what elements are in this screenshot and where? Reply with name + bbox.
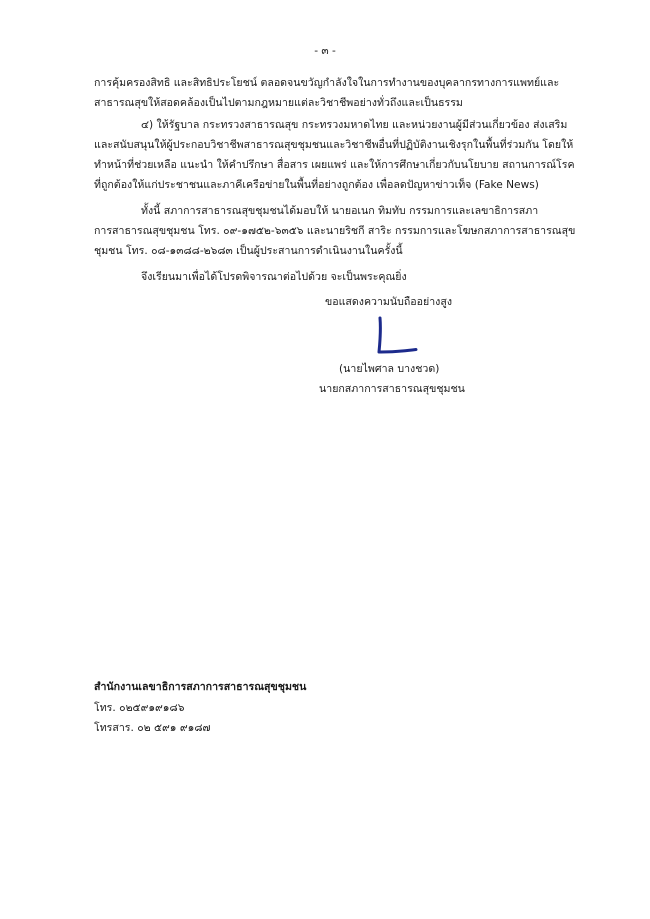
signer-name: (นายไพศาล บางชวด) [339,363,440,375]
item-4-line: และสนับสนุนให้ผู้ประกอบวิชาชีพสาธารณสุขชุมชนและวิชาชีพอื่นที่ปฏิบัติงานเชิงรุกในพื้นที่ร่วมกัน โดยให้ [94,139,574,151]
office-fax: โทรสาร. ๐๒ ๕๙๑ ๙๑๘๗ [94,722,211,734]
body-text-line: การคุ้มครองสิทธิ และสิทธิประโยชน์ ตลอดจนขวัญกำลังใจในการทำงานของบุคลากรทางการแพทย์และ [94,77,560,89]
signer-position: นายกสภาการสาธารณสุขชุมชน [319,383,465,395]
coordinator-line: ชุมชน โทร. ๐๘-๑๓๘๘-๒๖๘๓ เป็นผู้ประสานการดำเนินงานในครั้งนี้ [94,245,403,257]
page-number: - ๓ - [314,45,336,57]
salutation: ขอแสดงความนับถืออย่างสูง [325,296,452,308]
item-4-line: ๔) ให้รัฐบาล กระทรวงสาธารณสุข กระทรวงมหาดไทย และหน่วยงานผู้มีส่วนเกี่ยวข้อง ส่งเสริม [141,119,568,131]
signature-image [370,316,420,362]
item-4-line: ที่ถูกต้องให้แก่ประชาชนและภาคีเครือข่ายในพื้นที่อย่างถูกต้อง เพื่อลดปัญหาข่าวเท็จ (Fake News) [94,179,539,191]
office-phone: โทร. ๐๒๕๙๑๙๑๘๖ [94,702,185,714]
office-name: สำนักงานเลขาธิการสภาการสาธารณสุขชุมชน [94,681,307,693]
closing-request: จึงเรียนมาเพื่อได้โปรดพิจารณาต่อไปด้วย จะเป็นพระคุณยิ่ง [141,271,407,283]
coordinator-line: การสาธารณสุขชุมชน โทร. ๐๙-๑๗๕๒-๖๓๕๖ และนายริชกี สาริะ กรรมการและโฆษกสภาการสาธารณสุข [94,225,576,237]
item-4-line: ทำหน้าที่ช่วยเหลือ แนะนำ ให้คำปรึกษา สื่อสาร เผยแพร่ และให้การศึกษาเกี่ยวกับนโยบาย สถานการณ์โรค [94,159,575,171]
coordinator-line: ทั้งนี้ สภาการสาธารณสุขชุมชนได้มอบให้ นายอเนก ทิมทับ กรรมการและเลขาธิการสภา [141,205,539,217]
body-text-line: สาธารณสุขให้สอดคล้องเป็นไปตามกฎหมายแต่ละวิชาชีพอย่างทั่วถึงและเป็นธรรม [94,97,463,109]
